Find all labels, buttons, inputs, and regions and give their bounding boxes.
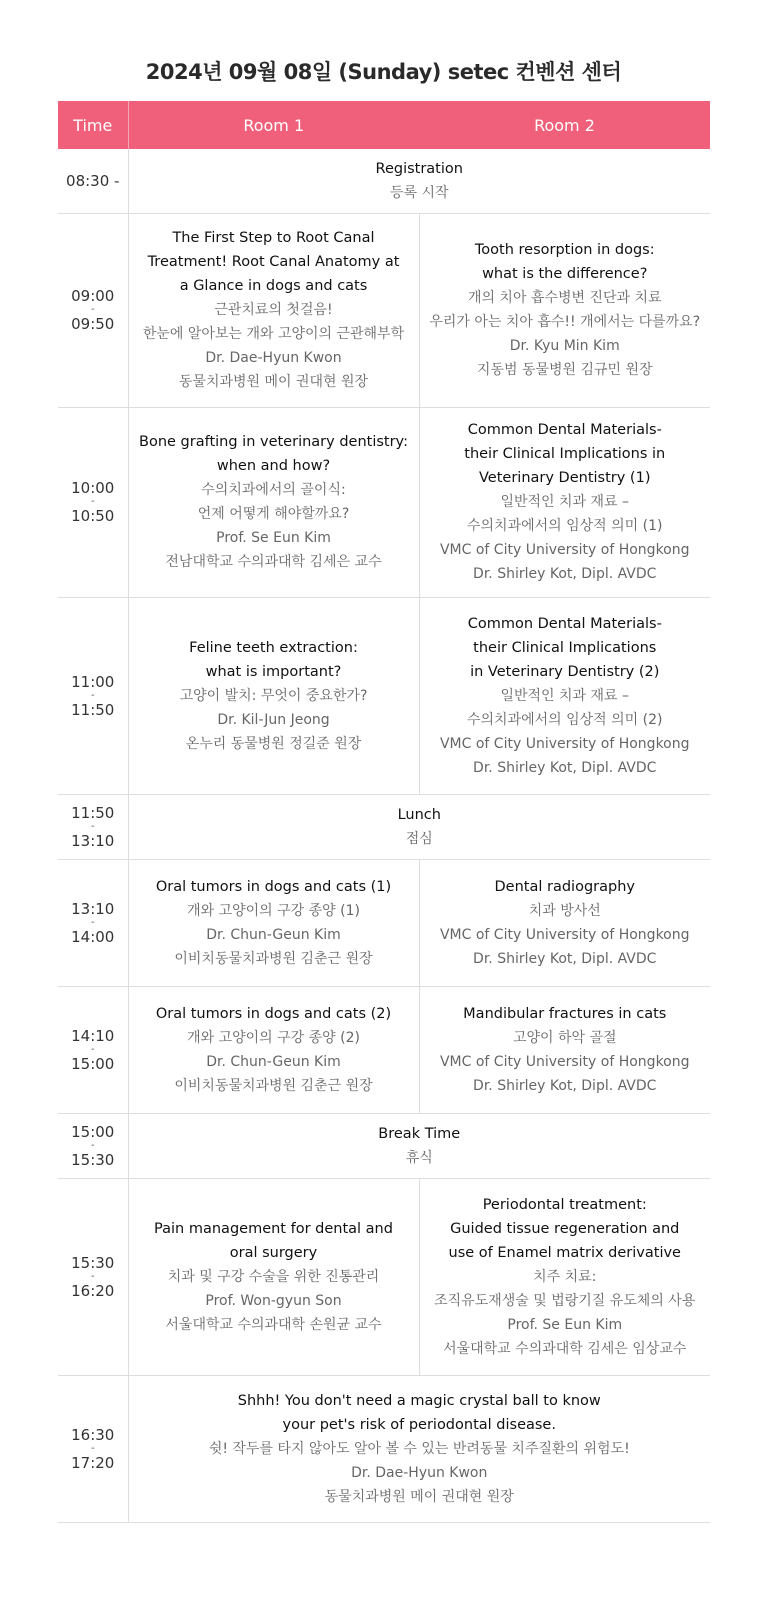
session-title: Mandibular fractures in cats: [463, 1005, 667, 1022]
table-row: [58, 859, 710, 986]
session-detail: 치과 방사선: [528, 902, 601, 919]
time-end: 14:00: [71, 927, 115, 946]
session-room-2: [419, 1178, 710, 1375]
session-title: use of Enamel matrix derivative: [448, 1244, 681, 1261]
session-title: Dental radiography: [494, 878, 635, 895]
session-detail: 고양이 하악 골절: [512, 1029, 617, 1046]
time-cell: [58, 149, 128, 213]
time-start: 10:00: [71, 479, 115, 497]
session-detail: Prof. Won-gyun Son: [205, 1292, 342, 1309]
session-detail: 지동범 동물병원 김규민 원장: [476, 362, 653, 378]
session-detail: Dr. Shirley Kot, Dipl. AVDC: [473, 1077, 657, 1094]
time-end: 17:20: [71, 1453, 115, 1472]
session-detail: 휴식: [405, 1149, 433, 1166]
time-separator: -: [90, 916, 95, 928]
table-row: [58, 149, 710, 213]
session-detail: 치과 및 구강 수술을 위한 진통관리: [167, 1268, 380, 1285]
time-start: 09:00: [71, 287, 115, 305]
time-end: 13:10: [71, 831, 115, 850]
time-cell: [58, 1375, 128, 1522]
time-separator: -: [90, 1043, 95, 1055]
schedule-body: [58, 149, 710, 1522]
table-row: [58, 597, 710, 794]
header-room-2: Room 2: [419, 101, 710, 149]
session-all-rooms: [128, 1113, 710, 1178]
session-detail: Prof. Se Eun Kim: [216, 530, 331, 546]
time-cell: [58, 986, 128, 1113]
time-end: 10:50: [71, 507, 115, 525]
time-cell: [58, 597, 128, 794]
time-start: 11:00: [71, 672, 115, 691]
session-title: what is important?: [205, 663, 342, 680]
session-detail: VMC of City University of Hongkong: [439, 1053, 690, 1070]
session-detail: 동물치과병원 메이 권대현 원장: [324, 1488, 514, 1505]
session-room-1: [128, 407, 419, 597]
time-cell: [58, 1178, 128, 1375]
session-detail: 이비치동물치과병원 김춘근 원장: [174, 950, 373, 967]
time-start: 16:30: [71, 1425, 115, 1444]
session-detail: 치주 치료:: [533, 1268, 597, 1285]
session-title: The First Step to Root Canal: [172, 230, 375, 246]
table-row: [58, 1113, 710, 1178]
session-detail: Dr. Chun-Geun Kim: [206, 1053, 341, 1070]
session-detail: 수의치과에서의 임상적 의미 (2): [467, 711, 663, 728]
session-detail: Dr. Shirley Kot, Dipl. AVDC: [473, 759, 657, 776]
session-room-1: [128, 859, 419, 986]
session-title: Pain management for dental and: [154, 1220, 393, 1237]
session-room-2: [419, 986, 710, 1113]
time-separator: -: [90, 304, 95, 315]
table-row: [58, 986, 710, 1113]
table-row: [58, 1178, 710, 1375]
session-detail: 우리가 아는 치아 흡수!! 개에서는 다를까요?: [429, 314, 701, 330]
session-detail: 온누리 동물병원 정길준 원장: [185, 735, 362, 752]
session-all-rooms: [128, 1375, 710, 1522]
session-title: when and how?: [216, 458, 331, 474]
session-detail: 언제 어떻게 해야할까요?: [197, 506, 350, 522]
session-title: their Clinical Implications: [473, 639, 657, 656]
session-title: Oral tumors in dogs and cats (2): [155, 1005, 392, 1022]
time-end: 16:20: [71, 1281, 115, 1300]
session-title: Oral tumors in dogs and cats (1): [155, 878, 392, 895]
session-detail: Dr. Dae-Hyun Kwon: [351, 1464, 488, 1481]
session-title: Lunch: [397, 806, 441, 823]
time-end: 15:30: [71, 1150, 115, 1169]
time-cell: [58, 1113, 128, 1178]
session-room-2: [419, 597, 710, 794]
time-separator: -: [90, 1442, 95, 1454]
session-room-2: [419, 859, 710, 986]
session-title: Periodontal treatment:: [482, 1196, 647, 1213]
time-start: 15:30: [71, 1253, 115, 1272]
time-end: 11:50: [71, 700, 115, 719]
schedule-table: [58, 101, 710, 1523]
session-detail: 근관치료의 첫걸음!: [214, 302, 333, 318]
session-detail: Dr. Kyu Min Kim: [509, 338, 620, 354]
session-detail: 서울대학교 수의과대학 김세은 임상교수: [443, 1340, 687, 1357]
session-detail: 개와 고양이의 구강 종양 (2): [187, 1029, 360, 1046]
session-detail: VMC of City University of Hongkong: [439, 542, 690, 558]
header-time: Time: [58, 101, 128, 149]
time-start: 15:00: [71, 1122, 115, 1141]
time-separator: -: [90, 689, 95, 701]
session-detail: 수의치과에서의 골이식:: [201, 482, 346, 498]
session-title: Shhh! You don't need a magic crystal ball to know: [237, 1392, 601, 1409]
session-all-rooms: [128, 149, 710, 213]
time-cell: [58, 859, 128, 986]
session-title: what is the difference?: [482, 266, 648, 282]
session-title: Guided tissue regeneration and: [450, 1220, 680, 1237]
time-start: 11:50: [71, 803, 115, 822]
session-detail: Dr. Chun-Geun Kim: [206, 926, 341, 943]
session-detail: 전남대학교 수의과대학 김세은 교수: [165, 554, 382, 570]
header-room-1: Room 1: [128, 101, 419, 149]
session-room-1: [128, 986, 419, 1113]
session-all-rooms: [128, 794, 710, 859]
session-title: Registration: [375, 160, 463, 177]
session-title: Common Dental Materials-: [467, 422, 662, 438]
session-title: Veterinary Dentistry (1): [479, 470, 651, 486]
session-title: Common Dental Materials-: [467, 615, 662, 632]
table-row: [58, 1375, 710, 1522]
time-start: 13:10: [71, 899, 115, 918]
time-cell: [58, 794, 128, 859]
session-title: their Clinical Implications in: [464, 446, 666, 462]
session-title: oral surgery: [229, 1244, 318, 1261]
time-separator: -: [90, 820, 95, 832]
session-title: Bone grafting in veterinary dentistry:: [139, 434, 408, 450]
time-start: 14:10: [71, 1026, 115, 1045]
session-room-1: [128, 1178, 419, 1375]
time-separator: -: [90, 496, 95, 507]
session-detail: 일반적인 치과 재료 –: [500, 494, 630, 510]
session-room-2: [419, 213, 710, 407]
session-detail: Prof. Se Eun Kim: [507, 1316, 623, 1333]
time-start: 08:30 -: [66, 171, 120, 190]
session-detail: Dr. Kil-Jun Jeong: [217, 711, 330, 728]
time-end: 15:00: [71, 1054, 115, 1073]
session-room-1: [128, 213, 419, 407]
session-detail: VMC of City University of Hongkong: [439, 926, 690, 943]
time-end: 09:50: [71, 315, 115, 333]
session-detail: 고양이 발치: 무엇이 중요한가?: [179, 687, 368, 704]
session-detail: 조직유도재생술 및 법랑기질 유도체의 사용: [434, 1292, 696, 1309]
session-title: your pet's risk of periodontal disease.: [282, 1416, 556, 1433]
session-title: Break Time: [378, 1125, 461, 1142]
session-detail: Dr. Shirley Kot, Dipl. AVDC: [473, 950, 657, 967]
session-detail: 개의 치아 흡수병변 진단과 치료: [467, 290, 662, 306]
session-detail: 개와 고양이의 구강 종양 (1): [187, 902, 360, 919]
time-cell: [58, 407, 128, 597]
session-title: a Glance in dogs and cats: [179, 278, 368, 294]
session-detail: 쉿! 작두를 타지 않아도 알아 볼 수 있는 반려동물 치주질환의 위험도!: [208, 1440, 630, 1457]
session-detail: Dr. Shirley Kot, Dipl. AVDC: [473, 566, 657, 582]
session-title: Treatment! Root Canal Anatomy at: [147, 254, 400, 270]
session-detail: 등록 시작: [389, 184, 449, 201]
session-room-1: [128, 597, 419, 794]
session-detail: 일반적인 치과 재료 –: [500, 687, 630, 704]
session-title: Feline teeth extraction:: [189, 639, 358, 656]
session-title: in Veterinary Dentistry (2): [470, 663, 660, 680]
table-header-row: [58, 101, 710, 149]
table-row: [58, 213, 710, 407]
table-row: [58, 794, 710, 859]
session-detail: 점심: [405, 830, 433, 847]
session-detail: 수의치과에서의 임상적 의미 (1): [467, 518, 663, 534]
page-title: 2024년 09월 08일 (Sunday) setec 컨벤션 센터: [145, 60, 622, 84]
schedule-table-container: [58, 101, 710, 1523]
session-detail: Dr. Dae-Hyun Kwon: [205, 350, 342, 366]
session-detail: VMC of City University of Hongkong: [439, 735, 690, 752]
time-separator: -: [90, 1139, 95, 1151]
time-cell: [58, 213, 128, 407]
session-detail: 동물치과병원 메이 권대현 원장: [178, 374, 369, 390]
table-row: [58, 407, 710, 597]
session-detail: 이비치동물치과병원 김춘근 원장: [174, 1077, 373, 1094]
session-detail: 서울대학교 수의과대학 손원균 교수: [165, 1316, 382, 1333]
session-room-2: [419, 407, 710, 597]
time-separator: -: [90, 1270, 95, 1282]
session-detail: 한눈에 알아보는 개와 고양이의 근관해부학: [142, 326, 405, 342]
session-title: Tooth resorption in dogs:: [474, 242, 655, 258]
